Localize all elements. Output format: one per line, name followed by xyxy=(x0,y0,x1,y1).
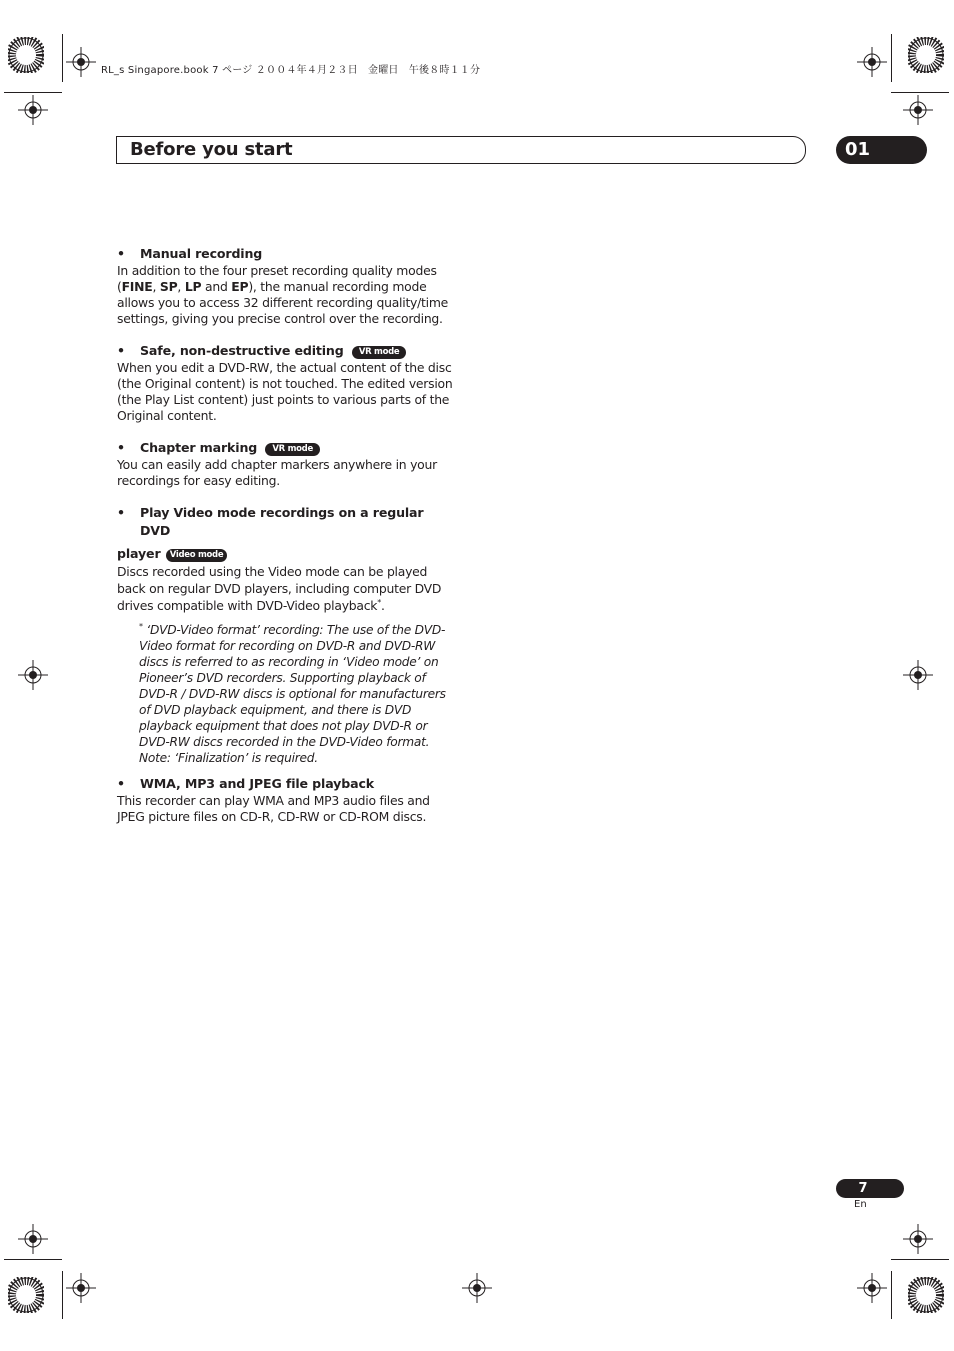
feature-heading xyxy=(117,245,453,263)
text-and: and xyxy=(205,279,228,294)
description-end: . xyxy=(381,598,385,613)
video-mode-badge: Video mode xyxy=(166,549,228,562)
feature-heading xyxy=(117,504,453,540)
feature-heading xyxy=(117,342,453,360)
heading-text: Safe, non-destructive editing xyxy=(140,343,344,358)
feature-description xyxy=(117,563,453,614)
vr-mode-badge: VR mode xyxy=(265,443,320,456)
feature-file-playback xyxy=(117,775,453,825)
registration-star-icon xyxy=(908,1277,944,1313)
mode-lp: LP xyxy=(184,279,202,294)
registration-star-icon xyxy=(908,37,944,73)
chapter-number: 01 xyxy=(845,139,871,160)
feature-description: In addition to the four preset recording quality modes (FINE, SP, LP and EP), the manual recording mode allows you to access 32 different recording quality/time settings, giving you precise control over the recording. xyxy=(117,263,449,326)
mode-ep: EP xyxy=(231,279,249,294)
text-post: ), the manual recording mode allows you to access 32 different recording quality/time settings, giving you precise control over the recording. xyxy=(117,279,449,326)
crosshair-mark-icon xyxy=(903,1224,933,1254)
text-pre: In addition to the four preset recording quality modes ( xyxy=(117,263,437,294)
feature-video-mode-playback xyxy=(117,504,453,766)
heading-text: Play Video mode recordings on a regular DVD xyxy=(140,505,424,538)
crosshair-mark-icon xyxy=(18,660,48,690)
page-title: Before you start xyxy=(130,139,293,160)
crosshair-mark-icon xyxy=(857,1273,887,1303)
footnote-text: ‘DVD-Video format’ recording: The use of the DVD-Video format for recording on DVD-R and DVD-RW discs is referred to as recording in ‘Video mode’ on Pioneer’s DVD recorders. Supporting playback of DVD-R / DVD-RW discs is optional for manufacturers of DVD playback equipment, and there is DVD playback equipment that does not play DVD-R or DVD-RW discs recorded in the DVD-Video format. xyxy=(139,623,446,749)
mode-fine: FINE xyxy=(121,279,153,294)
feature-manual-recording xyxy=(117,245,453,327)
feature-description: When you edit a DVD-RW, the actual content of the disc (the Original content) is not touched. The edited version (the Play List content) just points to various parts of the Original content. xyxy=(117,360,453,423)
crosshair-mark-icon xyxy=(66,47,96,77)
footnote-mark: * xyxy=(139,621,143,631)
bullet: • xyxy=(117,440,125,455)
feature-chapter-marking xyxy=(117,439,453,489)
section-title-bar xyxy=(116,136,806,164)
heading-text: Manual recording xyxy=(140,246,263,261)
crosshair-mark-icon xyxy=(903,660,933,690)
heading-text: WMA, MP3 and JPEG file playback xyxy=(140,776,374,791)
bullet: • xyxy=(117,246,125,261)
feature-heading xyxy=(117,439,453,457)
crosshair-mark-icon xyxy=(18,1224,48,1254)
description-text: Discs recorded using the Video mode can be played back on regular DVD players, including computer DVD drives compatible with DVD-Video playback xyxy=(117,564,442,613)
vr-mode-badge: VR mode xyxy=(352,346,407,359)
bullet: • xyxy=(117,505,125,520)
book-header: RL_s Singapore.book 7 ページ ２００４年４月２３日 金曜日 午後８時１１分 xyxy=(101,65,481,76)
feature-list xyxy=(117,245,453,840)
heading-text: Chapter marking xyxy=(140,440,258,455)
page-number-badge xyxy=(836,1179,904,1198)
feature-description: You can easily add chapter markers anywhere in your recordings for easy editing. xyxy=(117,457,437,488)
footnote-mark: * xyxy=(377,597,381,607)
bullet: • xyxy=(117,343,125,358)
footnote-note: Note: ‘Finalization’ is required. xyxy=(139,751,318,765)
crosshair-mark-icon xyxy=(857,47,887,77)
mode-sp: SP xyxy=(159,279,178,294)
feature-non-destructive-editing xyxy=(117,342,453,424)
registration-star-icon xyxy=(8,1277,44,1313)
heading-text: player xyxy=(117,546,161,561)
chapter-badge xyxy=(836,136,927,164)
feature-description: This recorder can play WMA and MP3 audio files and JPEG picture files on CD-R, CD-RW or CD-ROM discs. xyxy=(117,793,430,824)
bullet: • xyxy=(117,776,125,791)
crosshair-mark-icon xyxy=(462,1273,492,1303)
crosshair-mark-icon xyxy=(66,1273,96,1303)
language-code: En xyxy=(854,1199,867,1210)
page-number: 7 xyxy=(858,1181,868,1196)
feature-heading xyxy=(117,775,453,793)
crosshair-mark-icon xyxy=(18,95,48,125)
feature-heading-continued xyxy=(117,545,453,563)
footnote xyxy=(139,622,453,766)
registration-star-icon xyxy=(8,37,44,73)
crosshair-mark-icon xyxy=(903,95,933,125)
